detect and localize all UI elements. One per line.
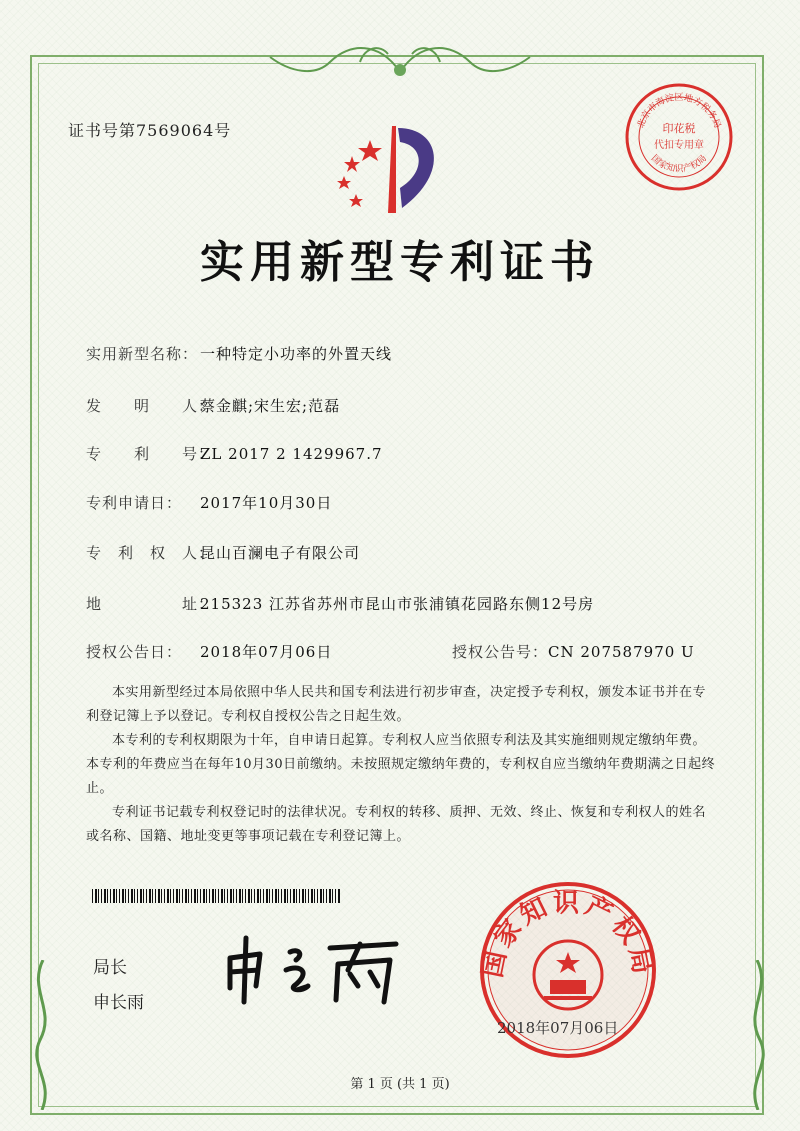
field-value: ZL 2017 2 1429967.7 bbox=[200, 445, 383, 463]
star-icon bbox=[337, 140, 382, 207]
signatory-name: 申长雨 bbox=[93, 993, 144, 1013]
field-label: 授权公告日： bbox=[86, 643, 183, 661]
field-label: 发 明 人： bbox=[86, 397, 215, 415]
field-value: 2018年07月06日 bbox=[200, 643, 333, 661]
seal-date: 2018年07月06日 bbox=[497, 1019, 619, 1037]
field-label: 专利申请日： bbox=[86, 494, 183, 512]
field-inventors bbox=[86, 395, 340, 416]
field-value: 昆山百澜电子有限公司 bbox=[200, 544, 361, 562]
paragraph-1: 本实用新型经过本局依照中华人民共和国专利法进行初步审查，决定授予专利权，颁发本证书并在专利登记簿上予以登记。专利权自授权公告之日起生效。 bbox=[86, 685, 707, 724]
field-label: 授权公告号： bbox=[452, 643, 549, 661]
patent-office-logo bbox=[330, 118, 460, 218]
field-label: 实用新型名称： bbox=[86, 345, 199, 363]
field-patentee bbox=[86, 542, 360, 563]
top-ornament bbox=[260, 32, 540, 82]
tax-stamp-line1: 印花税 bbox=[662, 122, 696, 135]
field-label: 地 址： bbox=[86, 595, 215, 613]
field-label: 专 利 权 人： bbox=[86, 544, 215, 562]
field-value: 2017年10月30日 bbox=[200, 494, 333, 512]
field-value: 215323 江苏省苏州市昆山市张浦镇花园路东侧12号房 bbox=[200, 595, 595, 613]
field-name bbox=[86, 343, 392, 364]
tax-stamp-line2: 代扣专用章 bbox=[654, 140, 704, 151]
field-address bbox=[86, 593, 594, 614]
tax-stamp bbox=[624, 82, 734, 192]
field-application-date bbox=[86, 492, 332, 513]
seal-text: 国家知识产权局 bbox=[478, 888, 658, 981]
page-number: 第 1 页 (共 1 页) bbox=[350, 1077, 450, 1092]
field-label: 专 利 号： bbox=[86, 445, 215, 463]
barcode bbox=[92, 889, 340, 903]
field-value: CN 207587970 U bbox=[548, 643, 695, 661]
handwritten-signature bbox=[220, 930, 410, 1010]
field-value: 一种特定小功率的外置天线 bbox=[200, 345, 393, 363]
field-patent-number bbox=[86, 443, 383, 464]
field-grant-date bbox=[86, 641, 332, 662]
certificate-number: 证书号第7569064号 bbox=[68, 121, 232, 140]
signatory-role: 局长 bbox=[93, 958, 127, 978]
paragraph-2: 本专利的专利权期限为十年，自申请日起算。专利权人应当依照专利法及其实施细则规定缴纳年费。本专利的年费应当在每年10月30日前缴纳。未按照规定缴纳年费的，专利权自应当缴纳年费期满之日起终止。 bbox=[86, 733, 716, 796]
tax-stamp-bottom: 国家知识产权局 bbox=[648, 153, 710, 175]
certificate-title: 实用新型专利证书 bbox=[200, 237, 600, 288]
tax-stamp-outer: 北京市海淀区地方税务局 bbox=[636, 93, 722, 130]
paragraph-3: 专利证书记载专利权登记时的法律状况。专利权的转移、质押、无效、终止、恢复和专利权人的姓名或名称、国籍、地址变更等事项记载在专利登记簿上。 bbox=[86, 805, 707, 844]
field-announcement-number bbox=[452, 641, 695, 662]
field-value: 蔡金麒;宋生宏;范磊 bbox=[200, 397, 341, 415]
